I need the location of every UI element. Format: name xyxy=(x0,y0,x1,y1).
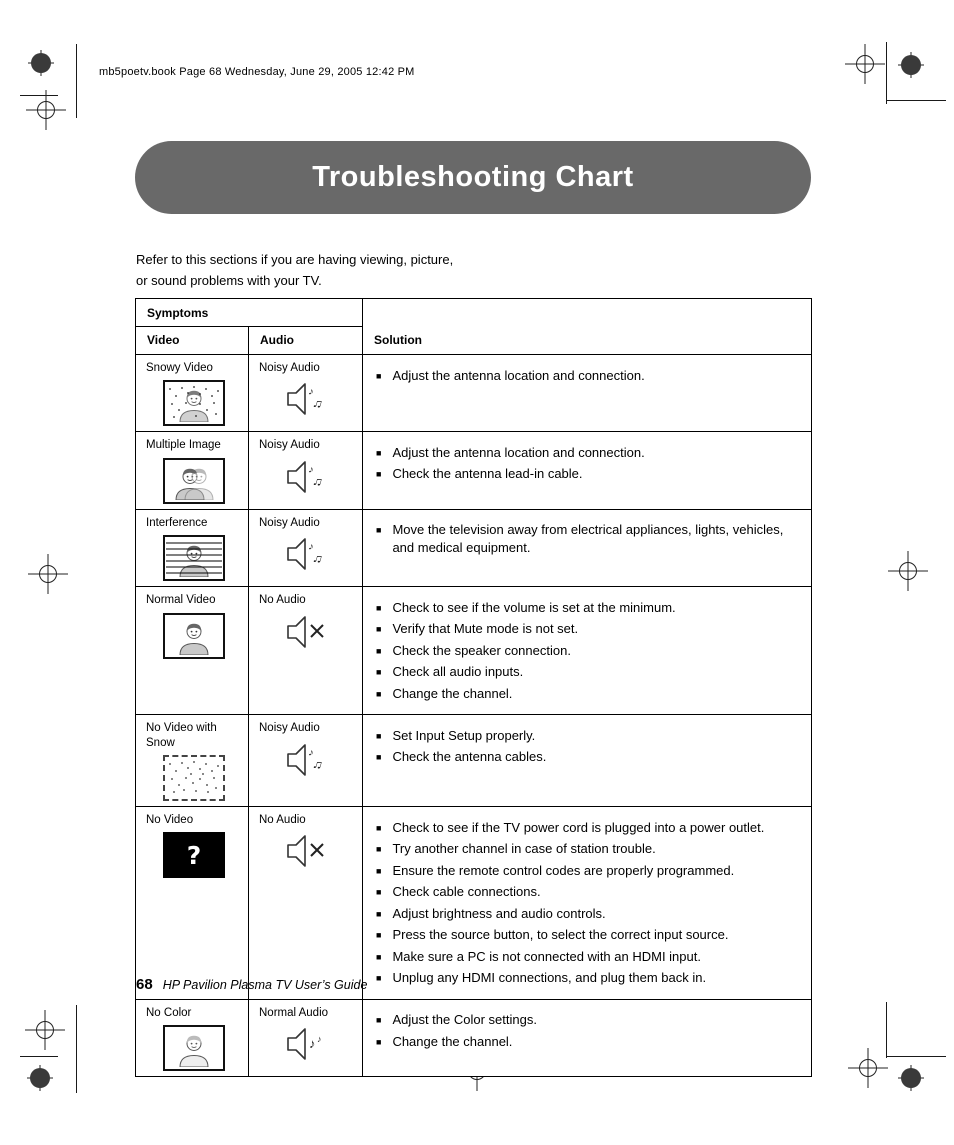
bullet-icon: ■ xyxy=(376,887,382,898)
registration-target-icon xyxy=(845,44,885,84)
video-symptom-label: Normal Video xyxy=(146,594,216,607)
intro-line: Refer to this sections if you are having viewing, picture, xyxy=(136,252,454,267)
video-column-header: Video xyxy=(136,327,249,354)
registration-dot-icon xyxy=(27,1065,53,1091)
audio-symptom-cell xyxy=(249,510,363,586)
solution-item xyxy=(376,883,805,901)
bullet-icon: ■ xyxy=(376,688,382,699)
registration-target-icon xyxy=(26,90,66,130)
header-spacer xyxy=(363,299,811,327)
audio-symptom-label: Noisy Audio xyxy=(259,439,320,452)
solution-item xyxy=(376,1033,805,1051)
speaker-noisy-icon xyxy=(285,741,331,779)
audio-column-header: Audio xyxy=(249,327,363,354)
solution-text: Adjust brightness and audio controls. xyxy=(392,905,606,921)
registration-target-icon xyxy=(25,1010,65,1050)
bullet-icon: ■ xyxy=(376,822,382,833)
bullet-icon: ■ xyxy=(376,1015,382,1026)
solution-item xyxy=(376,840,805,858)
troubleshooting-table xyxy=(135,298,812,1077)
bullet-icon: ■ xyxy=(376,624,382,635)
bullet-icon: ■ xyxy=(376,667,382,678)
bullet-icon: ■ xyxy=(376,645,382,656)
solution-text: Check to see if the volume is set at the minimum. xyxy=(392,599,676,615)
solution-item xyxy=(376,926,805,944)
bullet-icon: ■ xyxy=(376,469,382,480)
svg-text:♫: ♫ xyxy=(310,549,325,567)
audio-symptom-cell xyxy=(249,807,363,999)
tv-normal-icon xyxy=(163,613,225,659)
crop-line xyxy=(886,42,887,104)
svg-text:♪: ♪ xyxy=(308,1036,315,1052)
video-symptom-cell xyxy=(136,432,249,508)
registration-dot-icon xyxy=(898,1065,924,1091)
solution-item xyxy=(376,444,805,462)
crop-line xyxy=(76,44,77,118)
bullet-icon: ■ xyxy=(376,930,382,941)
video-symptom-cell xyxy=(136,355,249,431)
bullet-icon: ■ xyxy=(376,752,382,763)
bullet-icon: ■ xyxy=(376,447,382,458)
tv-snow-only-icon xyxy=(163,755,225,801)
solution-text: Set Input Setup properly. xyxy=(392,727,536,743)
bullet-icon: ■ xyxy=(376,844,382,855)
video-symptom-cell xyxy=(136,807,249,999)
crop-line xyxy=(76,1005,77,1093)
solution-list xyxy=(363,510,811,586)
solution-text: Adjust the Color settings. xyxy=(392,1012,537,1028)
symptoms-header: Symptoms xyxy=(136,299,363,327)
registration-dot-icon xyxy=(898,52,924,78)
video-symptom-cell xyxy=(136,510,249,586)
solution-item xyxy=(376,620,805,638)
tv-interference-icon xyxy=(163,535,225,581)
audio-symptom-label: Noisy Audio xyxy=(259,362,320,374)
crop-line xyxy=(20,1056,58,1057)
tv-black-question-icon xyxy=(163,832,225,878)
solution-item xyxy=(376,642,805,660)
video-symptom-cell xyxy=(136,715,249,806)
table-header-row-columns xyxy=(136,327,811,355)
solution-text: Check all audio inputs. xyxy=(392,664,524,680)
solution-text: Check the antenna lead-in cable. xyxy=(392,466,583,482)
page-title: Troubleshooting Chart xyxy=(312,161,634,193)
bullet-icon: ■ xyxy=(376,908,382,919)
crop-line xyxy=(886,100,946,101)
solution-text: Change the channel. xyxy=(392,685,513,701)
solution-list xyxy=(363,715,811,806)
tv-snowy-icon xyxy=(163,380,225,426)
solution-text: Check cable connections. xyxy=(392,884,541,900)
intro-paragraph xyxy=(136,250,453,292)
svg-text:♫: ♫ xyxy=(310,755,325,773)
solution-text: Ensure the remote control codes are properly programmed. xyxy=(392,862,735,878)
tv-no-color-icon xyxy=(163,1025,225,1071)
video-symptom-label: No Video xyxy=(146,814,194,827)
solution-text: Adjust the antenna location and connection. xyxy=(392,367,645,383)
solution-item xyxy=(376,367,805,385)
crop-line xyxy=(886,1056,946,1057)
solution-item xyxy=(376,663,805,681)
table-row xyxy=(136,355,811,432)
video-symptom-label: Multiple Image xyxy=(146,439,221,452)
solution-list xyxy=(363,1000,811,1076)
audio-symptom-label: No Audio xyxy=(259,594,306,607)
title-banner xyxy=(135,141,811,214)
solution-text: Check the speaker connection. xyxy=(392,642,571,658)
bullet-icon: ■ xyxy=(376,951,382,962)
svg-text:♫: ♫ xyxy=(310,394,325,412)
solution-item xyxy=(376,819,805,837)
print-header-line: mb5poetv.book Page 68 Wednesday, June 29, 2005 12:42 PM xyxy=(99,66,415,78)
bullet-icon: ■ xyxy=(376,865,382,876)
guide-title: HP Pavilion Plasma TV User’s Guide xyxy=(162,978,368,992)
bullet-icon: ■ xyxy=(376,602,382,613)
solution-item xyxy=(376,521,805,556)
speaker-noisy-icon xyxy=(285,380,331,418)
speaker-noisy-icon xyxy=(285,535,331,573)
registration-target-icon xyxy=(28,554,68,594)
video-symptom-label: Interference xyxy=(146,516,208,529)
solution-item xyxy=(376,727,805,745)
solution-text: Check to see if the TV power cord is plugged into a power outlet. xyxy=(392,819,765,835)
speaker-muted-icon xyxy=(285,613,331,651)
table-row xyxy=(136,587,811,715)
audio-symptom-label: No Audio xyxy=(259,814,306,827)
solution-text: Try another channel in case of station trouble. xyxy=(392,841,656,857)
registration-target-icon xyxy=(888,551,928,591)
svg-text:♫: ♫ xyxy=(310,472,325,490)
solution-list xyxy=(363,587,811,714)
question-mark-glyph: ? xyxy=(186,840,202,870)
registration-target-icon xyxy=(848,1048,888,1088)
solution-text: Change the channel. xyxy=(392,1034,513,1050)
solution-item xyxy=(376,948,805,966)
solution-list xyxy=(363,432,811,508)
bullet-icon: ■ xyxy=(376,525,382,536)
solution-text: Unplug any HDMI connections, and plug them back in. xyxy=(392,970,707,986)
page-number: 68 xyxy=(136,976,153,993)
svg-text:♪: ♪ xyxy=(316,1034,321,1045)
audio-symptom-cell xyxy=(249,587,363,714)
solution-text: Verify that Mute mode is not set. xyxy=(392,621,579,637)
solution-item xyxy=(376,1011,805,1029)
table-row xyxy=(136,510,811,587)
solution-item xyxy=(376,599,805,617)
audio-symptom-label: Noisy Audio xyxy=(259,722,320,735)
registration-dot-icon xyxy=(28,50,54,76)
video-symptom-label: Snowy Video xyxy=(146,362,213,374)
table-row xyxy=(136,432,811,509)
video-symptom-label: No Video with Snow xyxy=(146,722,217,749)
table-row xyxy=(136,1000,811,1076)
solution-text: Adjust the antenna location and connection. xyxy=(392,444,645,460)
speaker-normal-icon xyxy=(285,1025,331,1063)
audio-symptom-cell xyxy=(249,432,363,508)
svg-text:♪: ♪ xyxy=(306,463,315,476)
solution-text: Check the antenna cables. xyxy=(392,749,547,765)
solution-item xyxy=(376,465,805,483)
speaker-muted-icon xyxy=(285,832,331,870)
page-footer xyxy=(136,976,367,993)
video-symptom-cell xyxy=(136,587,249,714)
table-header-row-symptoms xyxy=(136,299,811,327)
solution-item xyxy=(376,905,805,923)
audio-symptom-label: Noisy Audio xyxy=(259,516,320,529)
svg-text:♪: ♪ xyxy=(306,541,315,554)
table-row xyxy=(136,715,811,807)
bullet-icon: ■ xyxy=(376,370,382,381)
solution-item xyxy=(376,685,805,703)
audio-symptom-label: Normal Audio xyxy=(259,1006,329,1019)
solution-text: Press the source button, to select the correct input source. xyxy=(392,927,729,943)
bullet-icon: ■ xyxy=(376,1037,382,1048)
svg-text:♪: ♪ xyxy=(306,746,315,759)
solution-list xyxy=(363,355,811,431)
audio-symptom-cell xyxy=(249,1000,363,1076)
solution-item xyxy=(376,862,805,880)
solution-column-header: Solution xyxy=(374,333,422,347)
solution-item xyxy=(376,969,805,987)
tv-multiple-image-icon xyxy=(163,458,225,504)
bullet-icon: ■ xyxy=(376,730,382,741)
video-symptom-label: No Color xyxy=(146,1006,192,1019)
bullet-icon: ■ xyxy=(376,973,382,984)
solution-text: Move the television away from electrical appliances, lights, vehicles, and medical equipment. xyxy=(392,522,784,555)
intro-line: or sound problems with your TV. xyxy=(136,272,322,288)
table-row xyxy=(136,807,811,1000)
svg-text:♪: ♪ xyxy=(306,386,315,399)
solution-list xyxy=(363,807,811,999)
audio-symptom-cell xyxy=(249,715,363,806)
audio-symptom-cell xyxy=(249,355,363,431)
speaker-noisy-icon xyxy=(285,458,331,496)
solution-item xyxy=(376,748,805,766)
crop-line xyxy=(886,1002,887,1058)
solution-text: Make sure a PC is not connected with an HDMI input. xyxy=(392,948,701,964)
video-symptom-cell xyxy=(136,1000,249,1076)
